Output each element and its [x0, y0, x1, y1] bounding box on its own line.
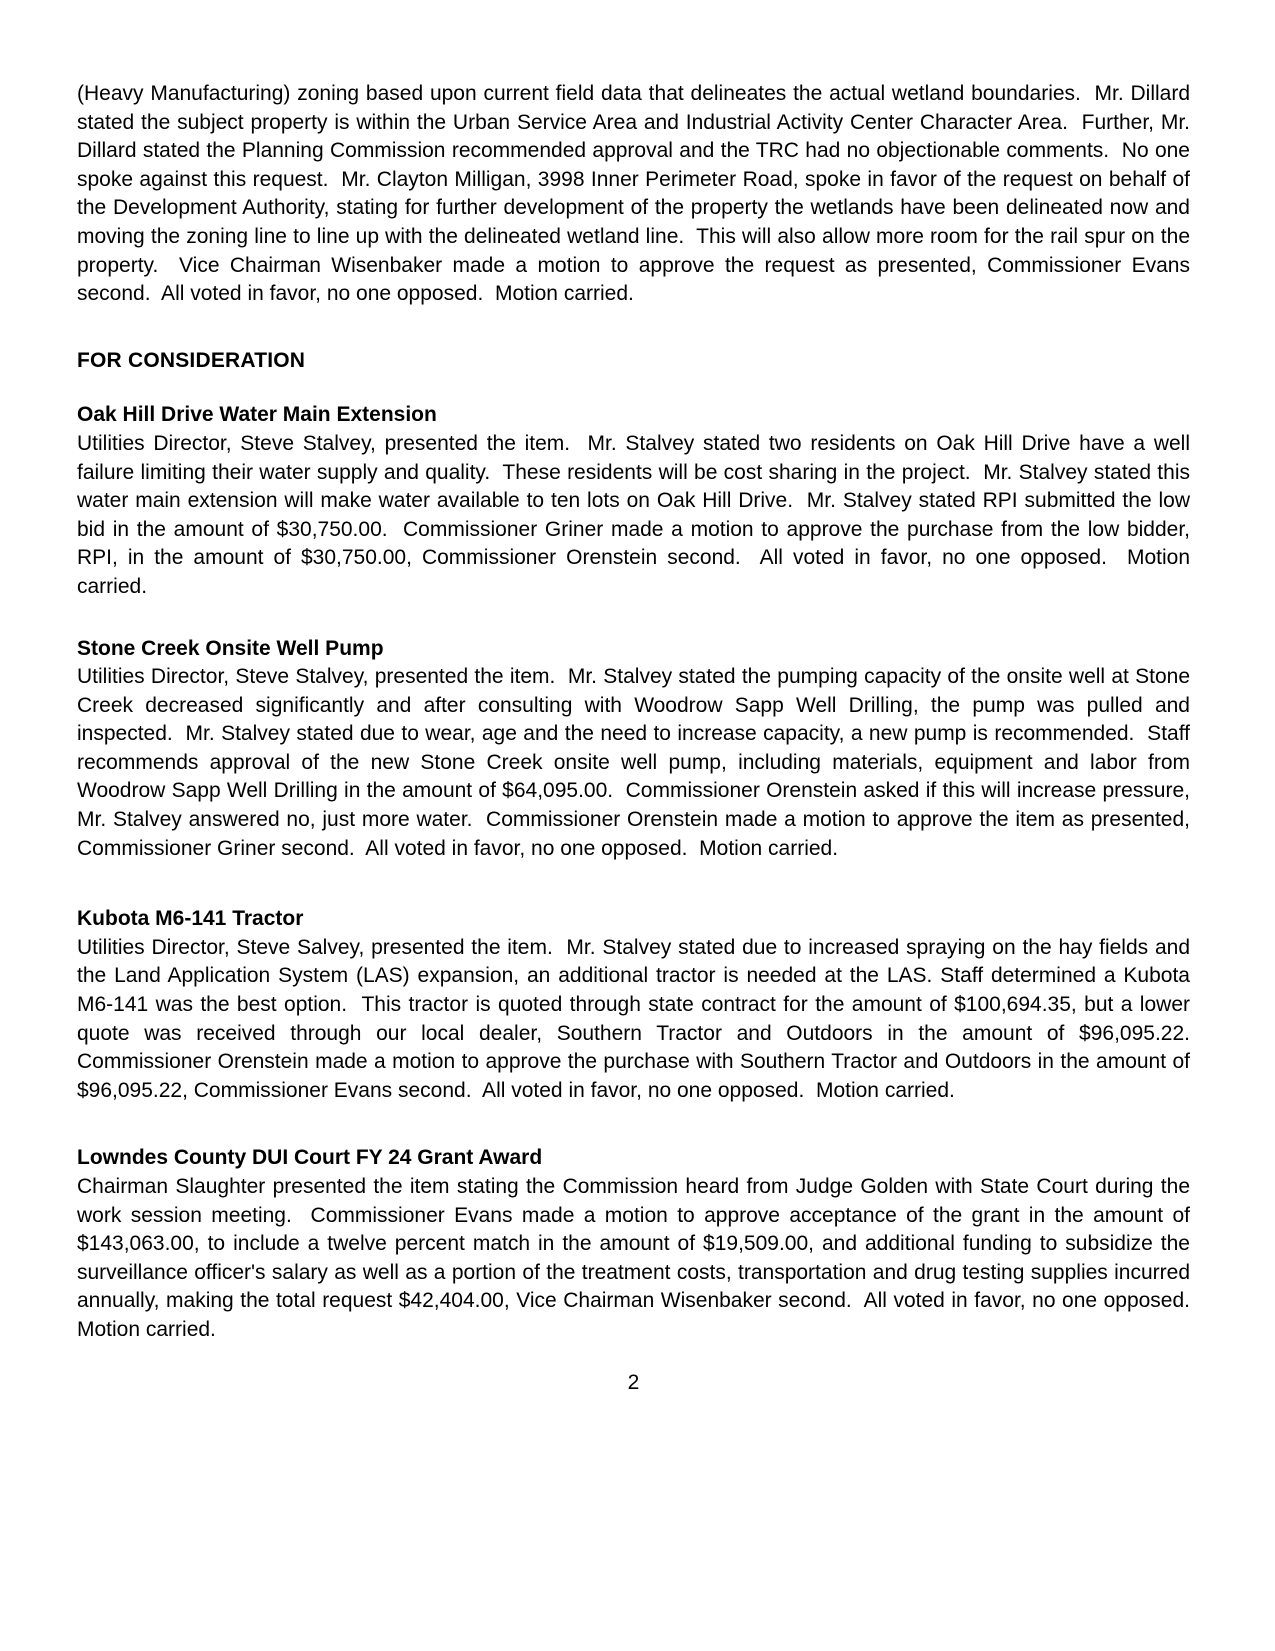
item-heading-kubota-tractor: Kubota M6-141 Tractor	[77, 907, 304, 931]
item-body-stone-creek-well-pump: Utilities Director, Steve Stalvey, presented the item. Mr. Stalvey stated the pumping capacity of the onsite well at Stone Creek decreased significantly and after consulting with Woodrow Sapp Well Drilling, the pump was pulled and inspected. Mr. Stalvey stated due to wear, age and the need to increase capacity, a new pump is recommended. Staff recommends approval of the new Stone Creek onsite well pump, including materials, equipment and labor from Woodrow Sapp Well Drilling in the amount of $64,095.00. Commissioner Orenstein asked if this will increase pressure, Mr. Stalvey answered no, just more water. Commissioner Orenstein made a motion to approve the item as presented, Commissioner Griner second. All voted in favor, no one opposed. Motion carried.	[77, 665, 1196, 860]
item-body-dui-court-grant: Chairman Slaughter presented the item stating the Commission heard from Judge Golden with State Court during the work session meeting. Commissioner Evans made a motion to approve acceptance of the grant in the amount of $143,063.00, to include a twelve percent match in the amount of $19,509.00, and additional funding to subsidize the surveillance officer's salary as well as a portion of the treatment costs, transportation and drug testing supplies incurred annually, making the total request $42,404.00, Vice Chairman Wisenbaker second. All voted in favor, no one opposed. Motion carried.	[77, 1175, 1202, 1341]
item-heading-oak-hill-water-main: Oak Hill Drive Water Main Extension	[77, 403, 437, 427]
agenda-item-oak-hill-water-main	[77, 401, 1196, 601]
agenda-item-dui-court-grant	[77, 1144, 1202, 1344]
agenda-item-kubota-tractor	[77, 905, 1202, 1105]
agenda-item-stone-creek-well-pump	[77, 635, 1196, 864]
item-heading-stone-creek-well-pump: Stone Creek Onsite Well Pump	[77, 636, 384, 660]
item-body-kubota-tractor: Utilities Director, Steve Salvey, presented the item. Mr. Stalvey stated due to increased spraying on the hay fields and the Land Application System (LAS) expansion, an additional tractor is needed at the LAS. Staff determined a Kubota M6-141 was the best option. This tractor is quoted through state contract for the amount of $100,694.35, but a lower quote was received through our local dealer, Southern Tractor and Outdoors in the amount of $96,095.22. Commissioner Orenstein made a motion to approve the purchase with Southern Tractor and Outdoors in the amount of $96,095.22, Commissioner Evans second. All voted in favor, no one opposed. Motion carried.	[77, 935, 1202, 1102]
item-heading-dui-court-grant: Lowndes County DUI Court FY 24 Grant Award	[77, 1146, 543, 1170]
item-body-oak-hill-water-main: Utilities Director, Steve Stalvey, presented the item. Mr. Stalvey stated two residents on Oak Hill Drive have a well failure limiting their water supply and quality. These residents will be cost sharing in the project. Mr. Stalvey stated this water main extension will make water available to ten lots on Oak Hill Drive. Mr. Stalvey stated RPI submitted the low bid in the amount of $30,750.00. Commissioner Griner made a motion to approve the purchase from the low bidder, RPI, in the amount of $30,750.00, Commissioner Orenstein second. All voted in favor, no one opposed. Motion carried.	[77, 431, 1196, 598]
intro-paragraph: (Heavy Manufacturing) zoning based upon current field data that delineates the actual wetland boundaries. Mr. Dillard stated the subject property is within the Urban Service Area and Industrial Activity Center Character Area. Further, Mr. Dillard stated the Planning Commission recommended approval and the TRC had no objectionable comments. No one spoke against this request. Mr. Clayton Milligan, 3998 Inner Perimeter Road, spoke in favor of the request on behalf of the Development Authority, stating for further development of the property the wetlands have been delineated now and moving the zoning line to line up with the delineated wetland line. This will also allow more room for the rail spur on the property. Vice Chairman Wisenbaker made a motion to approve the request as presented, Commissioner Evans second. All voted in favor, no one opposed. Motion carried.	[77, 82, 1196, 306]
page-number: 2	[627, 1370, 640, 1394]
section-heading-for-consideration: FOR CONSIDERATION	[77, 348, 306, 372]
